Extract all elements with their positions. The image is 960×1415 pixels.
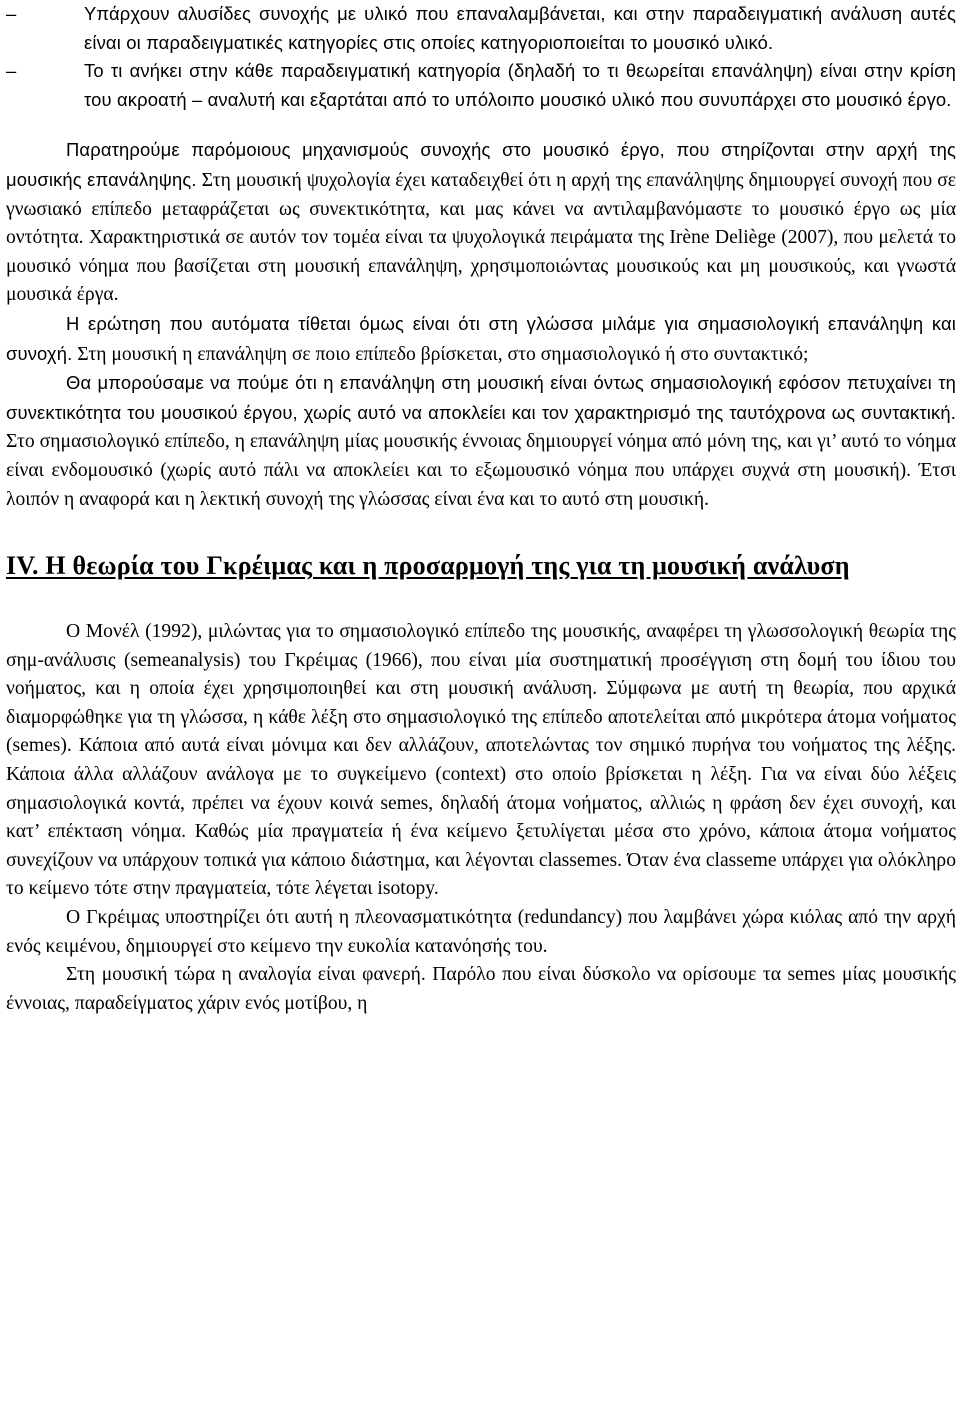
paragraph-cohesion-mechanisms — [6, 136, 956, 310]
paragraph-serif-text: Στο σημασιολογικό επίπεδο, η επανάληψη μίας μουσικής έννοιας δημιουργεί νόημα από μόνη της, και γι’ αυτό το νόημα είναι ενδομουσικό (χωρίς αυτό πάλι να αποκλείει και το εξωμουσικό νόημα που υπάρχει συχνά στη μουσική). Έτσι λοιπόν η αναφορά και η λεκτική συνοχή της γλώσσας είναι ένα και το αυτό στη μουσική. — [6, 431, 956, 510]
paragraph-redundancy: Ο Γκρέιμας υποστηρίζει ότι αυτή η πλεονασματικότητα (redundancy) που λαμβάνει χώρα κιόλας από την αρχή ενός κειμένου, δημιουργεί στο κείμενο την ευκολία κατανόησής του. — [6, 907, 956, 957]
bullet-text: Το τι ανήκει στην κάθε παραδειγματική κατηγορία (δηλαδή το τι θεωρείται επανάληψη) είναι στην κρίση του ακροατή – αναλυτή και εξαρτάται από το υπόλοιπο μουσικό υλικό που συνυπάρχει στο μουσικό έργο. — [84, 60, 956, 110]
section-heading: IV. Η θεωρία του Γκρέιμας και η προσαρμογή της για τη μουσική ανάλυση — [6, 551, 850, 581]
paragraph-sans-text: Η ερώτηση που αυτόματα τίθεται όμως είναι ότι στη γλώσσα μιλάμε για σημασιολογική επανάληψη και συνοχή. — [6, 312, 956, 364]
bullet-item — [6, 57, 956, 114]
paragraph-question — [6, 310, 956, 369]
dash-bullet-marker: – — [6, 3, 17, 24]
paragraph-serif-text: Στη μουσική ψυχολογία έχει καταδειχθεί ότι η αρχή της επανάληψης δημιουργεί συνοχή που σε γνωσιακό επίπεδο μεταφράζεται ως συνεκτικότητα, και μας κάνει να αντιλαμβανόμαστε το μουσικό έργο ως μία οντότητα. Χαρακτηριστικά σε αυτόν τον τομέα είναι τα ψυχολογικά πειράματα της Irène Deliège (2007), που μελετά το μουσικό νόημα που βασίζεται στη μουσική επανάληψη, χρησιμοποιώντας μουσικούς και μη μουσικούς, και γνωστά μουσικά έργα. — [6, 169, 956, 306]
bullet-list — [6, 0, 956, 114]
bullet-text: Υπάρχουν αλυσίδες συνοχής με υλικό που επαναλαμβάνεται, και στην παραδειγματική ανάλυση αυτές είναι οι παραδειγματικές κατηγορίες στις οποίες κατηγοριοποιείται το μουσικό υλικό. — [84, 3, 956, 53]
paragraph-serif-text: Στη μουσική η επανάληψη σε ποιο επίπεδο βρίσκεται, στο σημασιολογικό ή στο συντακτικό; — [72, 343, 809, 365]
paragraph-music-analogy: Στη μουσική τώρα η αναλογία είναι φανερή. Παρόλο που είναι δύσκολο να ορίσουμε τα semes μίας μουσικής έννοιας, παραδείγματος χάριν ενός μοτίβου, η — [6, 964, 956, 1014]
paragraph-greimas-theory: Ο Μονέλ (1992), μιλώντας για το σημασιολογικό επίπεδο της μουσικής, αναφέρει τη γλωσσολογική θεωρία της σημ-ανάλυσις (semeanalysis) του Γκρέιμας (1966), που είναι μία συστηματική προσέγγιση στη δομή του ίδιου του νοήματος, και η οποία έχει χρησιμοποιηθεί και στη μουσική ανάλυση. Σύμφωνα με αυτή τη θεωρία, που αρχικά διαμορφώθηκε για τη γλώσσα, η κάθε λέξη στο σημασιολογικό της επίπεδο αποτελείται από μικρότερα άτομα νοήματος (semes). Κάποια από αυτά είναι μόνιμα και δεν αλλάζουν, αποτελώντας τον σημικό πυρήνα του νοήματος της λέξης. Κάποια άλλα αλλάζουν ανάλογα με το συγκείμενο (context) στο οποίο βρίσκεται η λέξη. Για να είναι δύο λέξεις σημασιολογικά κοντά, πρέπει να έχουν κοινά semes, δηλαδή άτομα νοήματος, αλλιώς η φράση δεν έχει συνοχή, και κατ’ επέκταση νόημα. Καθώς μία πραγματεία ή ένα κείμενο ξετυλίγεται μέσα στο χρόνο, κάποια άτομα νοήματος συνεχίζουν να υπάρχουν τοπικά για κάποιο διάστημα, και λέγονται classemes. Όταν ένα classeme υπάρχει για ολόκληρο το κείμενο τότε στην πραγματεία, τότε λέγεται isotopy. — [6, 621, 956, 900]
document-page — [6, 0, 956, 1018]
paragraph-sans-text: Παρατηρούμε παρόμοιους μηχανισμούς συνοχής στο μουσικό έργο, που στηρίζονται στην αρχή της μουσικής επανάληψης. — [6, 139, 956, 190]
paragraph-semantic-repetition — [6, 369, 956, 514]
bullet-item — [6, 0, 956, 57]
paragraph-sans-text: Θα μπορούσαμε να πούμε ότι η επανάληψη στη μουσική είναι όντως σημασιολογική εφόσον πετυχαίνει τη συνεκτικότητα του μουσικού έργου, χωρίς αυτό να αποκλείει και τον χαρακτηρισμό της ταυτόχρονα ως συντακτική. — [6, 372, 956, 423]
dash-bullet-marker: – — [6, 60, 17, 82]
